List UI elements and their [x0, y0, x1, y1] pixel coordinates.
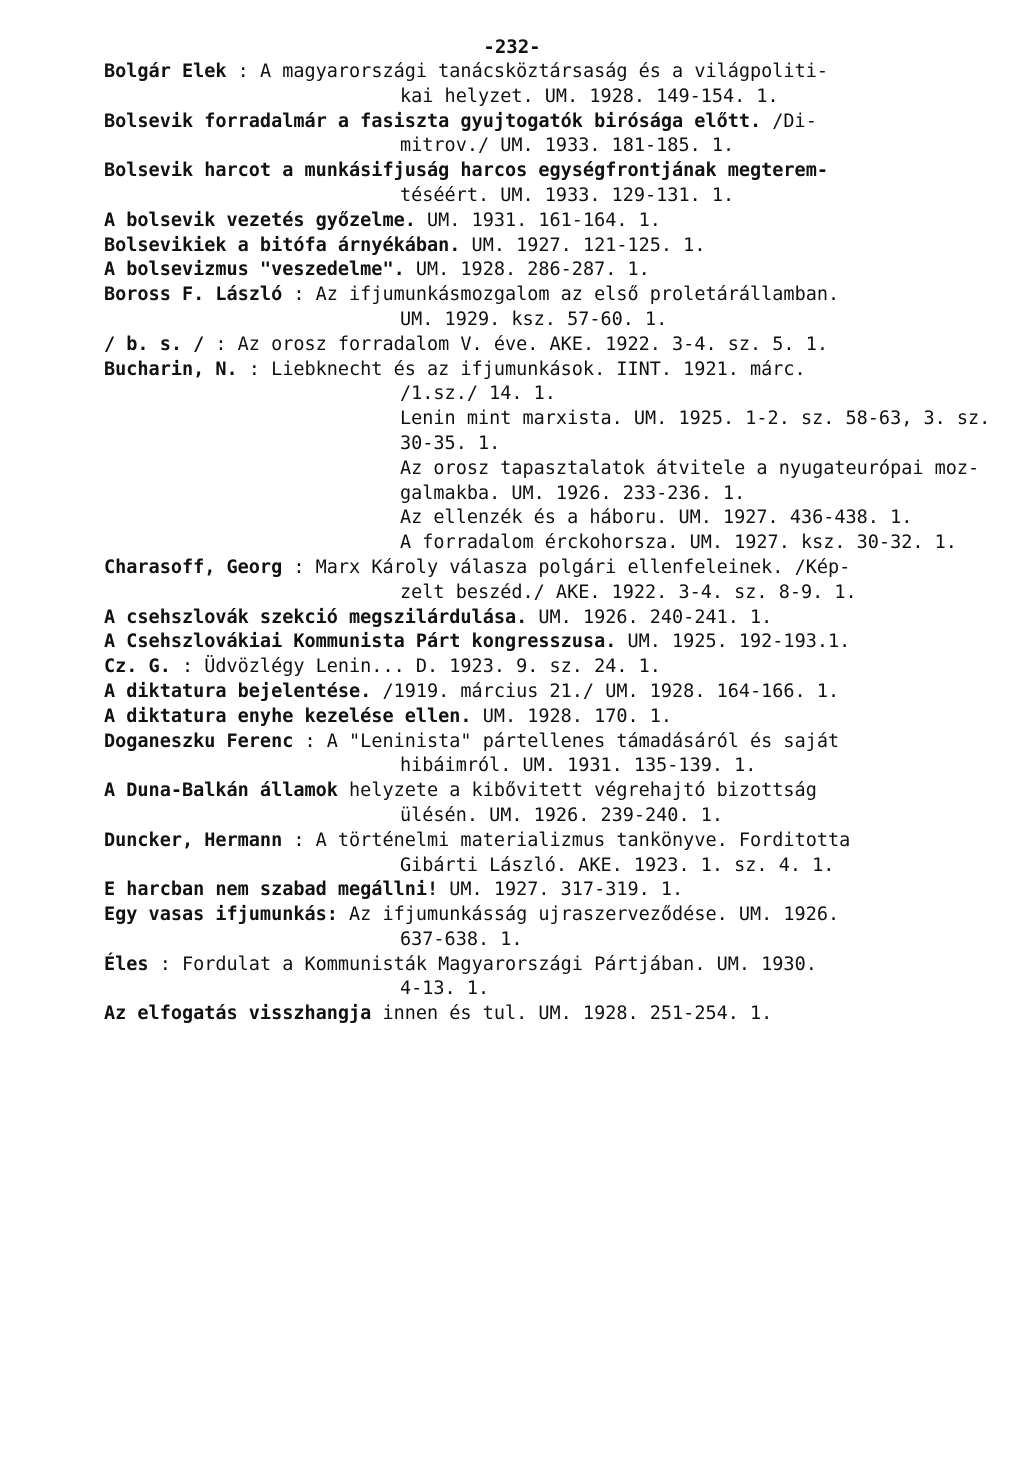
entry-line	[104, 953, 984, 978]
entry-line	[104, 506, 984, 531]
entry-author-or-title: Doganeszku Ferenc	[104, 730, 294, 752]
entry-line	[104, 754, 984, 779]
entry-text: Lenin mint marxista. UM. 1925. 1-2. sz. 58-63, 3. sz.	[400, 408, 991, 430]
entry-text: : Liebknecht és az ifjumunkások. IINT. 1921. márc.	[237, 358, 806, 380]
bibliography-entry	[104, 655, 984, 680]
entry-text: /Di-	[761, 110, 817, 132]
entry-line	[104, 482, 984, 507]
bibliography-entry	[104, 903, 984, 953]
bibliography-entry	[104, 531, 984, 556]
entry-line	[104, 134, 984, 159]
entry-author-or-title: A Csehszlovákiai Kommunista Párt kongresszusa.	[104, 631, 617, 653]
entry-author-or-title: A Duna-Balkán államok	[104, 780, 338, 802]
entry-text: 30-35. 1.	[400, 432, 501, 454]
entry-line	[104, 159, 984, 184]
entry-line	[104, 531, 984, 556]
bibliography-entry	[104, 680, 984, 705]
bibliography-entry	[104, 705, 984, 730]
bibliography-entry	[104, 209, 984, 234]
entry-line	[104, 110, 984, 135]
entry-text: ülésén. UM. 1926. 239-240. 1.	[400, 804, 724, 826]
entry-text: Gibárti László. AKE. 1923. 1. sz. 4. 1.	[400, 854, 835, 876]
entry-line	[104, 928, 984, 953]
entry-text: mitrov./ UM. 1933. 181-185. 1.	[400, 135, 735, 157]
entry-line	[104, 630, 984, 655]
entry-author-or-title: A diktatura bejelentése.	[104, 680, 372, 702]
bibliography-entry	[104, 730, 984, 780]
entry-author-or-title: Bolsevik harcot a munkásifjuság harcos egységfrontjának megterem-	[104, 160, 828, 182]
entry-line	[104, 854, 984, 879]
entry-text: UM. 1928. 286-287. 1.	[404, 259, 650, 281]
bibliography-entry	[104, 333, 984, 358]
bibliography-entry	[104, 506, 984, 531]
entry-line	[104, 903, 984, 928]
entry-line	[104, 1002, 984, 1027]
entry-author-or-title: Boross F. László	[104, 284, 283, 306]
entry-line	[104, 556, 984, 581]
entry-line	[104, 308, 984, 333]
entry-line	[104, 829, 984, 854]
entry-author-or-title: Charasoff, Georg	[104, 556, 283, 578]
entry-author-or-title: Duncker, Hermann	[104, 829, 283, 851]
bibliography-entry	[104, 630, 984, 655]
entry-line	[104, 432, 984, 457]
bibliography-entry	[104, 953, 984, 1003]
bibliography-entry	[104, 283, 984, 333]
bibliography-list	[104, 60, 991, 1027]
entry-text: A forradalom érckohorsza. UM. 1927. ksz. 30-32. 1.	[400, 532, 957, 554]
entry-author-or-title: Az elfogatás visszhangja	[104, 1003, 372, 1025]
bibliography-entry	[104, 159, 984, 209]
entry-line	[104, 258, 984, 283]
entry-author-or-title: Éles	[104, 953, 149, 975]
entry-author-or-title: A bolsevik vezetés győzelme.	[104, 209, 416, 231]
entry-text: kai helyzet. UM. 1928. 149-154. 1.	[400, 85, 779, 107]
entry-author-or-title: Cz. G.	[104, 656, 171, 678]
entry-text: helyzete a kibővitett végrehajtó bizottság	[337, 780, 817, 802]
entry-author-or-title: Bolsevikiek a bitófa árnyékában.	[104, 234, 461, 256]
bibliography-entry	[104, 258, 984, 283]
entry-text: : A "Leninista" pártellenes támadásáról és saját	[293, 730, 840, 752]
entry-text: Az orosz tapasztalatok átvitele a nyugateurópai moz-	[400, 457, 980, 479]
entry-line	[104, 407, 991, 432]
entry-line	[104, 283, 984, 308]
entry-text: UM. 1929. ksz. 57-60. 1.	[400, 308, 668, 330]
entry-line	[104, 60, 984, 85]
entry-text: 637-638. 1.	[400, 928, 523, 950]
entry-text: : Marx Károly válasza polgári ellenfeleinek. /Kép-	[282, 556, 851, 578]
entry-author-or-title: Bucharin, N.	[104, 358, 238, 380]
entry-line	[104, 358, 984, 383]
entry-line	[104, 606, 984, 631]
entry-text: zelt beszéd./ AKE. 1922. 3-4. sz. 8-9. 1.	[400, 581, 857, 603]
bibliography-entry	[104, 358, 984, 408]
entry-line	[104, 730, 984, 755]
bibliography-entry	[104, 1002, 984, 1027]
entry-text: innen és tul. UM. 1928. 251-254. 1.	[371, 1003, 773, 1025]
bibliography-entry	[104, 407, 991, 457]
entry-author-or-title: Bolgár Elek	[104, 61, 227, 82]
entry-text: galmakba. UM. 1926. 233-236. 1.	[400, 482, 746, 504]
bibliography-entry	[104, 234, 984, 259]
entry-text: UM. 1931. 161-164. 1.	[415, 209, 661, 231]
entry-line	[104, 804, 984, 829]
entry-author-or-title: A csehszlovák szekció megszilárdulása.	[104, 606, 528, 628]
entry-line	[104, 977, 984, 1002]
entry-line	[104, 85, 984, 110]
bibliography-entry	[104, 829, 984, 879]
entry-line	[104, 779, 984, 804]
entry-author-or-title: Egy vasas ifjumunkás:	[104, 904, 338, 926]
entry-author-or-title: A diktatura enyhe kezelése ellen.	[104, 705, 472, 727]
bibliography-entry	[104, 457, 984, 507]
bibliography-entry	[104, 878, 984, 903]
bibliography-entry	[104, 606, 984, 631]
entry-text: /1.sz./ 14. 1.	[400, 383, 556, 405]
entry-text: hibáimról. UM. 1931. 135-139. 1.	[400, 755, 757, 777]
entry-text: : A történelmi materializmus tankönyve. Forditotta	[282, 829, 851, 851]
entry-author-or-title: / b. s. /	[104, 333, 205, 355]
entry-line	[104, 382, 984, 407]
entry-text: 4-13. 1.	[400, 978, 490, 1000]
entry-text: : Fordulat a Kommunisták Magyarországi Pártjában. UM. 1930.	[148, 953, 817, 975]
entry-line	[104, 680, 984, 705]
entry-line	[104, 705, 984, 730]
entry-line	[104, 333, 984, 358]
entry-author-or-title: E harcban nem szabad megállni!	[104, 879, 439, 901]
entry-text: Az ellenzék és a háboru. UM. 1927. 436-438. 1.	[400, 507, 913, 529]
bibliography-entry	[104, 60, 984, 110]
entry-text: UM. 1928. 170. 1.	[471, 705, 673, 727]
entry-line	[104, 184, 984, 209]
entry-line	[104, 655, 984, 680]
page-number: -232-	[483, 36, 541, 58]
entry-line	[104, 457, 984, 482]
entry-line	[104, 209, 984, 234]
bibliography-entry	[104, 110, 984, 160]
entry-line	[104, 234, 984, 259]
entry-text: UM. 1927. 121-125. 1.	[460, 234, 706, 256]
entry-text: téséért. UM. 1933. 129-131. 1.	[400, 184, 735, 206]
bibliography-entry	[104, 556, 984, 606]
entry-line	[104, 581, 984, 606]
entry-text: /1919. március 21./ UM. 1928. 164-166. 1.	[371, 680, 840, 702]
entry-text: UM. 1925. 192-193.1.	[616, 631, 851, 653]
entry-text: UM. 1927. 317-319. 1.	[438, 879, 684, 901]
entry-text: UM. 1926. 240-241. 1.	[527, 606, 773, 628]
entry-line	[104, 878, 984, 903]
bibliography-entry	[104, 779, 984, 829]
entry-text: : Üdvözlégy Lenin... D. 1923. 9. sz. 24. 1.	[170, 656, 661, 678]
entry-text: : A magyarországi tanácsköztársaság és a világpoliti-	[226, 61, 828, 82]
entry-text: Az ifjumunkásság ujraszerveződése. UM. 1926.	[337, 904, 840, 926]
entry-author-or-title: Bolsevik forradalmár a fasiszta gyujtogatók birósága előtt.	[104, 110, 762, 132]
entry-text: : Az ifjumunkásmozgalom az első proletárállamban.	[282, 284, 840, 306]
entry-author-or-title: A bolsevizmus "veszedelme".	[104, 259, 405, 281]
entry-text: : Az orosz forradalom V. éve. AKE. 1922. 3-4. sz. 5. 1.	[204, 333, 828, 355]
